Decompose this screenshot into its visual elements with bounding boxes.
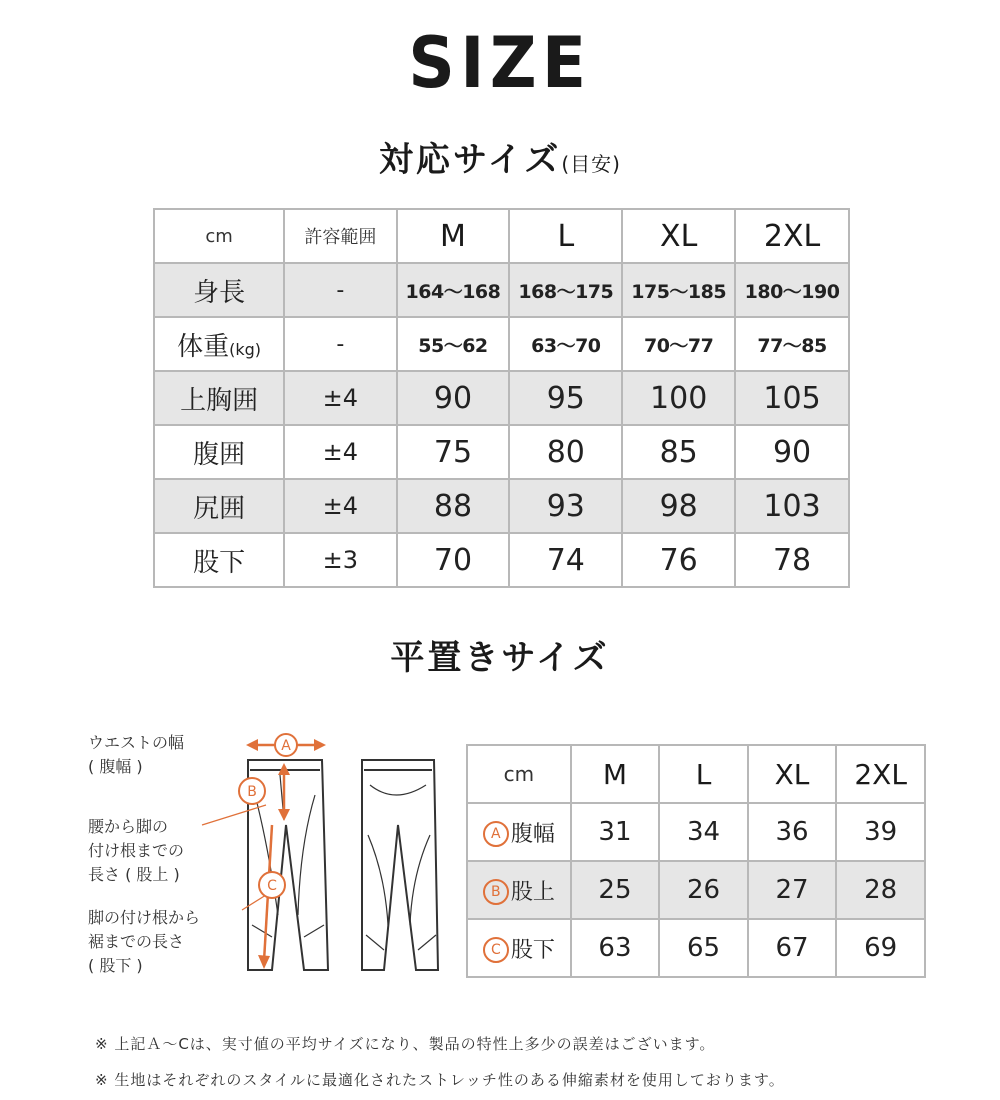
svg-text:B: B xyxy=(247,784,257,800)
table-row-hip xyxy=(154,479,849,533)
marker-a-icon: A xyxy=(483,821,509,847)
fit-size-heading xyxy=(0,132,1000,181)
value-cell: 34 xyxy=(659,803,748,861)
value-cell: 39 xyxy=(836,803,925,861)
flat-size-title: 平置きサイズ xyxy=(390,638,610,678)
header-cell-unit: cm xyxy=(154,209,284,263)
table-row-height xyxy=(154,263,849,317)
value-cell: 103 xyxy=(735,479,849,533)
marker-b-icon: B xyxy=(483,879,509,905)
svg-text:C: C xyxy=(267,878,277,894)
header-cell-tolerance: 許容範囲 xyxy=(284,209,396,263)
tolerance-cell: - xyxy=(284,263,396,317)
pants-back-icon xyxy=(362,760,438,970)
table-row-inseam xyxy=(154,533,849,587)
value-cell: 175～185 xyxy=(622,263,735,317)
value-cell: 78 xyxy=(735,533,849,587)
tolerance-cell: ±4 xyxy=(284,425,396,479)
value-cell: 65 xyxy=(659,919,748,977)
value-cell: 98 xyxy=(622,479,735,533)
table-row-inseam xyxy=(467,919,925,977)
value-cell: 69 xyxy=(836,919,925,977)
tolerance-cell: ±4 xyxy=(284,479,396,533)
row-label: A 腹幅 xyxy=(467,803,571,861)
value-cell: 63 xyxy=(571,919,660,977)
value-cell: 70～77 xyxy=(622,317,735,371)
value-cell: 90 xyxy=(735,425,849,479)
header-cell-2xl: 2XL xyxy=(735,209,849,263)
legend-c: 脚の付け根から 裾までの長さ ( 股下 ) xyxy=(88,908,201,975)
header-cell-l: L xyxy=(659,745,748,803)
tolerance-cell: ±4 xyxy=(284,371,396,425)
table-row-weight xyxy=(154,317,849,371)
value-cell: 90 xyxy=(397,371,510,425)
value-cell: 180～190 xyxy=(735,263,849,317)
header-cell-m: M xyxy=(571,745,660,803)
table-row-chest xyxy=(154,371,849,425)
tolerance-cell: - xyxy=(284,317,396,371)
table-row-rise xyxy=(467,861,925,919)
value-cell: 88 xyxy=(397,479,510,533)
flat-size-header-row xyxy=(467,745,925,803)
value-cell: 164～168 xyxy=(397,263,510,317)
marker-c-icon xyxy=(259,872,285,898)
header-cell-l: L xyxy=(509,209,622,263)
value-cell: 95 xyxy=(509,371,622,425)
flat-size-table xyxy=(466,744,926,978)
value-cell: 28 xyxy=(836,861,925,919)
marker-c-icon: C xyxy=(483,937,509,963)
legend-a: ウエストの幅 ( 腹幅 ) xyxy=(88,733,185,776)
value-cell: 80 xyxy=(509,425,622,479)
value-cell: 26 xyxy=(659,861,748,919)
marker-b-icon xyxy=(239,778,265,804)
fit-size-header-row xyxy=(154,209,849,263)
value-cell: 63～70 xyxy=(509,317,622,371)
note-tolerance: ※ 上記Ａ～Cは、実寸値の平均サイズになり、製品の特性上多少の誤差はございます。 xyxy=(95,1035,716,1053)
fit-size-note: (目安) xyxy=(561,152,621,176)
value-cell: 70 xyxy=(397,533,510,587)
value-cell: 36 xyxy=(748,803,837,861)
value-cell: 100 xyxy=(622,371,735,425)
value-cell: 74 xyxy=(509,533,622,587)
value-cell: 93 xyxy=(509,479,622,533)
value-cell: 25 xyxy=(571,861,660,919)
page-title: SIZE xyxy=(408,22,592,104)
header-cell-2xl: 2XL xyxy=(836,745,925,803)
value-cell: 105 xyxy=(735,371,849,425)
value-cell: 85 xyxy=(622,425,735,479)
row-label: 身長 xyxy=(154,263,284,317)
marker-a-icon xyxy=(275,734,297,756)
header-cell-m: M xyxy=(397,209,510,263)
header-cell-xl: XL xyxy=(622,209,735,263)
row-label: B 股上 xyxy=(467,861,571,919)
row-label: 腹囲 xyxy=(154,425,284,479)
table-row-waist-width xyxy=(467,803,925,861)
fit-size-table xyxy=(153,208,850,588)
value-cell: 168～175 xyxy=(509,263,622,317)
value-cell: 55～62 xyxy=(397,317,510,371)
row-label: 尻囲 xyxy=(154,479,284,533)
table-row-waist xyxy=(154,425,849,479)
header-cell-unit: cm xyxy=(467,745,571,803)
value-cell: 75 xyxy=(397,425,510,479)
header-cell-xl: XL xyxy=(748,745,837,803)
value-cell: 27 xyxy=(748,861,837,919)
value-cell: 67 xyxy=(748,919,837,977)
value-cell: 77～85 xyxy=(735,317,849,371)
row-label: 股下 xyxy=(154,533,284,587)
value-cell: 76 xyxy=(622,533,735,587)
value-cell: 31 xyxy=(571,803,660,861)
row-label: C 股下 xyxy=(467,919,571,977)
pants-diagram xyxy=(180,725,460,985)
fit-size-title: 対応サイズ xyxy=(379,140,562,180)
note-material: ※ 生地はそれぞれのスタイルに最適化されたストレッチ性のある伸縮素材を使用しております。 xyxy=(95,1071,785,1089)
row-label: 上胸囲 xyxy=(154,371,284,425)
svg-text:A: A xyxy=(281,738,291,754)
legend-b: 腰から脚の 付け根までの 長さ ( 股上 ) xyxy=(88,817,185,884)
tolerance-cell: ±3 xyxy=(284,533,396,587)
row-label: 体重(kg) xyxy=(154,317,284,371)
